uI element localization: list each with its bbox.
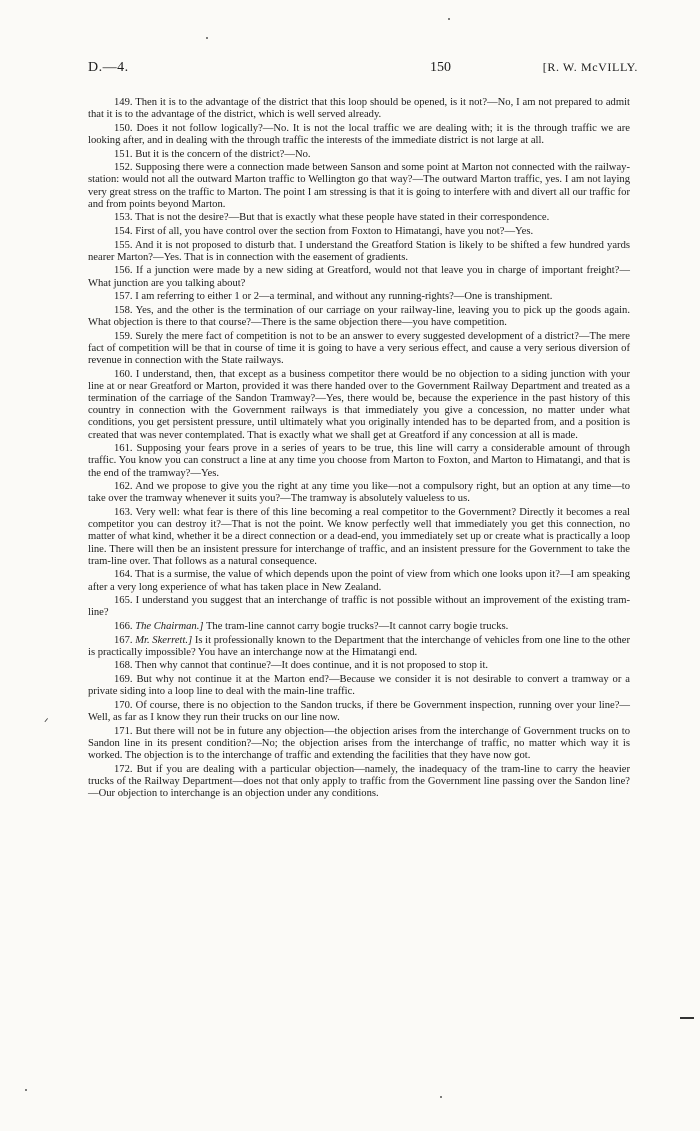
page-header bbox=[88, 60, 638, 82]
question-number: 163. bbox=[114, 506, 133, 518]
question-number: 156. bbox=[114, 265, 133, 277]
margin-dash bbox=[680, 1017, 694, 1019]
question-answer-paragraph bbox=[88, 507, 630, 568]
question-number: 155. bbox=[114, 239, 133, 251]
document-body bbox=[88, 97, 630, 802]
paragraph-text: I am referring to either 1 or 2—a terminal, and without any running-rights?—One is transhipment. bbox=[135, 291, 553, 303]
paragraph-text: Then it is to the advantage of the district that this loop should be opened, is it not?—No, I am not prepared to admit that it is to the advantage of the district, which is well served already. bbox=[88, 97, 630, 121]
question-answer-paragraph bbox=[88, 569, 630, 593]
question-number: 168. bbox=[114, 660, 133, 672]
question-number: 154. bbox=[114, 225, 133, 237]
question-answer-paragraph bbox=[88, 226, 630, 238]
question-answer-paragraph bbox=[88, 660, 630, 672]
speck bbox=[440, 1096, 442, 1098]
witness-name: [R. W. McVILLY. bbox=[542, 60, 638, 74]
question-answer-paragraph bbox=[88, 97, 630, 121]
question-answer-paragraph bbox=[88, 123, 630, 147]
question-number: 152. bbox=[114, 162, 133, 174]
question-answer-paragraph bbox=[88, 674, 630, 698]
paragraph-text: If a junction were made by a new siding at Greatford, would not that leave you in charge of important freight?—What junction are you talking about? bbox=[88, 265, 630, 289]
speaker-label: The Chairman.] bbox=[135, 620, 204, 632]
page-number: 150 bbox=[430, 60, 451, 75]
paragraph-text: But why not continue it at the Marton end?—Because we consider it is not desirable to convert a tramway or a private siding into a loop line to deal with the main-line traffic. bbox=[88, 673, 630, 698]
question-answer-paragraph bbox=[88, 764, 630, 801]
paragraph-text: Does it not follow logically?—No. It is not the local traffic we are dealing with; it is the through traffic we are looking after, and in dealing with the through traffic the interests of the immediate district is not large at all. bbox=[88, 122, 630, 146]
question-number: 151. bbox=[114, 148, 133, 160]
question-answer-paragraph bbox=[88, 369, 630, 442]
question-answer-paragraph bbox=[88, 149, 630, 161]
question-answer-paragraph bbox=[88, 265, 630, 289]
question-number: 153. bbox=[114, 212, 133, 224]
paragraph-text: First of all, you have control over the section from Foxton to Himatangi, have you not?—Yes. bbox=[135, 225, 534, 237]
paragraph-text: Yes, and the other is the termination of our carriage on your railway-line, leaving you to pick up the goods again. What objection is there to that course?—There is the same objection there—you have competition. bbox=[88, 304, 630, 328]
question-answer-paragraph bbox=[88, 212, 630, 224]
paragraph-text: But if you are dealing with a particular objection—namely, the inadequacy of the tram-line to carry the heavier trucks of the Railway Department—does not that only apply to traffic from the Government line passing over the Sandon line?—Our objection to interchange is an objection under any conditions. bbox=[88, 763, 630, 799]
question-number: 159. bbox=[114, 330, 133, 342]
question-number: 150. bbox=[114, 122, 133, 134]
paragraph-text: I understand, then, that except as a business competitor there would be no objection to a siding junction with your line at or near Greatford or Marton, provided it was there handed over to the Government Railway Department and treated as a termination of the carriage of the Sandon Tramway?—Yes, there would be, because the experience in the past history of this country in connection with the Government railways is that immediately you give a concession, no matter under what conditions, you get persistent pressure, until ultimately what you originally intended has to be departed from, and a position is created that was never contemplated. That is exactly what we shall get at Greatford if any concession at all is made. bbox=[88, 368, 630, 441]
question-answer-paragraph bbox=[88, 331, 630, 368]
paragraph-text: But there will not be in future any objection—the objection arises from the interchange of Government trucks on to Sandon line in its present condition?—No; the objection arises from the interchange of traffic, no matter which way it is worked. The objection is to the interchange of traffic and extending the facilities that they have now got. bbox=[88, 725, 630, 761]
question-number: 166. bbox=[114, 620, 133, 632]
question-number: 165. bbox=[114, 595, 133, 607]
paragraph-text: And it is not proposed to disturb that. I understand the Greatford Station is likely to be shifted a few hundred yards nearer Marton?—Yes. That is in connection with the easement of gradients. bbox=[88, 239, 630, 263]
paragraph-text: Then why cannot that continue?—It does continue, and it is not proposed to stop it. bbox=[135, 660, 489, 672]
question-number: 169. bbox=[114, 673, 133, 685]
paragraph-text: That is a surmise, the value of which depends upon the point of view from which one looks upon it?—I am speaking after a very long experience of what has taken place in New Zealand. bbox=[88, 569, 630, 593]
question-number: 160. bbox=[114, 368, 133, 380]
paragraph-text: Supposing there were a connection made between Sanson and some point at Marton not connected with the railway-station: would not all the outward Marton traffic to Wellington go that way?—The outward Marton traffic, yes. I am not laying very great stress on the traffic to Marton. The point I am stressing is that it is going to interfere with and divert all our traffic for and from points beyond Marton. bbox=[88, 162, 630, 210]
question-number: 171. bbox=[114, 725, 133, 737]
paragraph-text: Very well: what fear is there of this line becoming a real competitor to the Government? Directly it becomes a real competitor you can destroy it?—That is not the point. We know perfectly well that immediately you get this connection, no matter of what kind, whether it be a direct connection or a dead-end, you immediately set up or create what is practically a loop line. There will then be an insistent pressure for interchange of traffic, and an insistent pressure for the Government to take the tram-line over. That follows as a natural consequence. bbox=[88, 506, 630, 567]
question-answer-paragraph bbox=[88, 240, 630, 264]
paragraph-text: The tram-line cannot carry bogie trucks?—It cannot carry bogie trucks. bbox=[203, 620, 509, 632]
question-number: 164. bbox=[114, 569, 133, 581]
paragraph-text: Is it professionally known to the Department that the interchange of vehicles from one line to the other is practically impossible? You have an interchange now at the Himatangi end. bbox=[88, 634, 631, 658]
question-answer-paragraph bbox=[88, 305, 630, 329]
question-number: 149. bbox=[114, 97, 133, 108]
speaker-label: Mr. Skerrett.] bbox=[135, 634, 193, 646]
speck bbox=[25, 1089, 27, 1091]
paragraph-text: I understand you suggest that an interchange of traffic is not possible without an improvement of the existing tram-line? bbox=[88, 595, 630, 619]
question-number: 172. bbox=[114, 763, 133, 775]
paragraph-text: And we propose to give you the right at any time you like—not a compulsory right, but an option at any time—to take over the tramway whenever it suits you?—The tramway is absolutely valueless to us. bbox=[88, 481, 630, 505]
question-answer-paragraph bbox=[88, 162, 630, 211]
question-answer-paragraph bbox=[88, 726, 630, 763]
question-answer-paragraph bbox=[88, 621, 630, 633]
question-number: 157. bbox=[114, 291, 133, 303]
speck bbox=[206, 37, 208, 39]
question-answer-paragraph bbox=[88, 595, 630, 619]
question-number: 167. bbox=[114, 634, 133, 646]
question-number: 162. bbox=[114, 481, 133, 493]
question-answer-paragraph bbox=[88, 443, 630, 480]
speck bbox=[448, 18, 450, 20]
question-answer-paragraph bbox=[88, 635, 630, 659]
paragraph-text: Surely the mere fact of competition is not to be an answer to every suggested development of a district?—The mere fact of competition will be that in course of time it is going to have a very serious effect, and cause a very serious diversion of revenue in connection with the State railways. bbox=[88, 330, 630, 366]
paragraph-text: That is not the desire?—But that is exactly what these people have stated in their correspondence. bbox=[135, 212, 550, 224]
paragraph-text: But it is the concern of the district?—No. bbox=[135, 148, 311, 160]
question-number: 158. bbox=[114, 304, 133, 316]
paragraph-text: Of course, there is no objection to the Sandon trucks, if there be Government inspection, running over your line?—Well, as far as I know they run their trucks on our line now. bbox=[88, 699, 630, 723]
margin-mark: ᐟ bbox=[44, 717, 49, 729]
question-answer-paragraph bbox=[88, 700, 630, 724]
question-number: 170. bbox=[114, 699, 133, 711]
paragraph-text: Supposing your fears prove in a series of years to be true, this line will carry a considerable amount of through traffic. You know you can construct a line at any time you choose from Marton to Foxton, and Marton to Himatangi, and that is the end of the tramway?—Yes. bbox=[88, 443, 630, 479]
question-number: 161. bbox=[114, 443, 133, 455]
document-reference: D.—4. bbox=[88, 60, 129, 75]
question-answer-paragraph bbox=[88, 291, 630, 303]
question-answer-paragraph bbox=[88, 481, 630, 505]
